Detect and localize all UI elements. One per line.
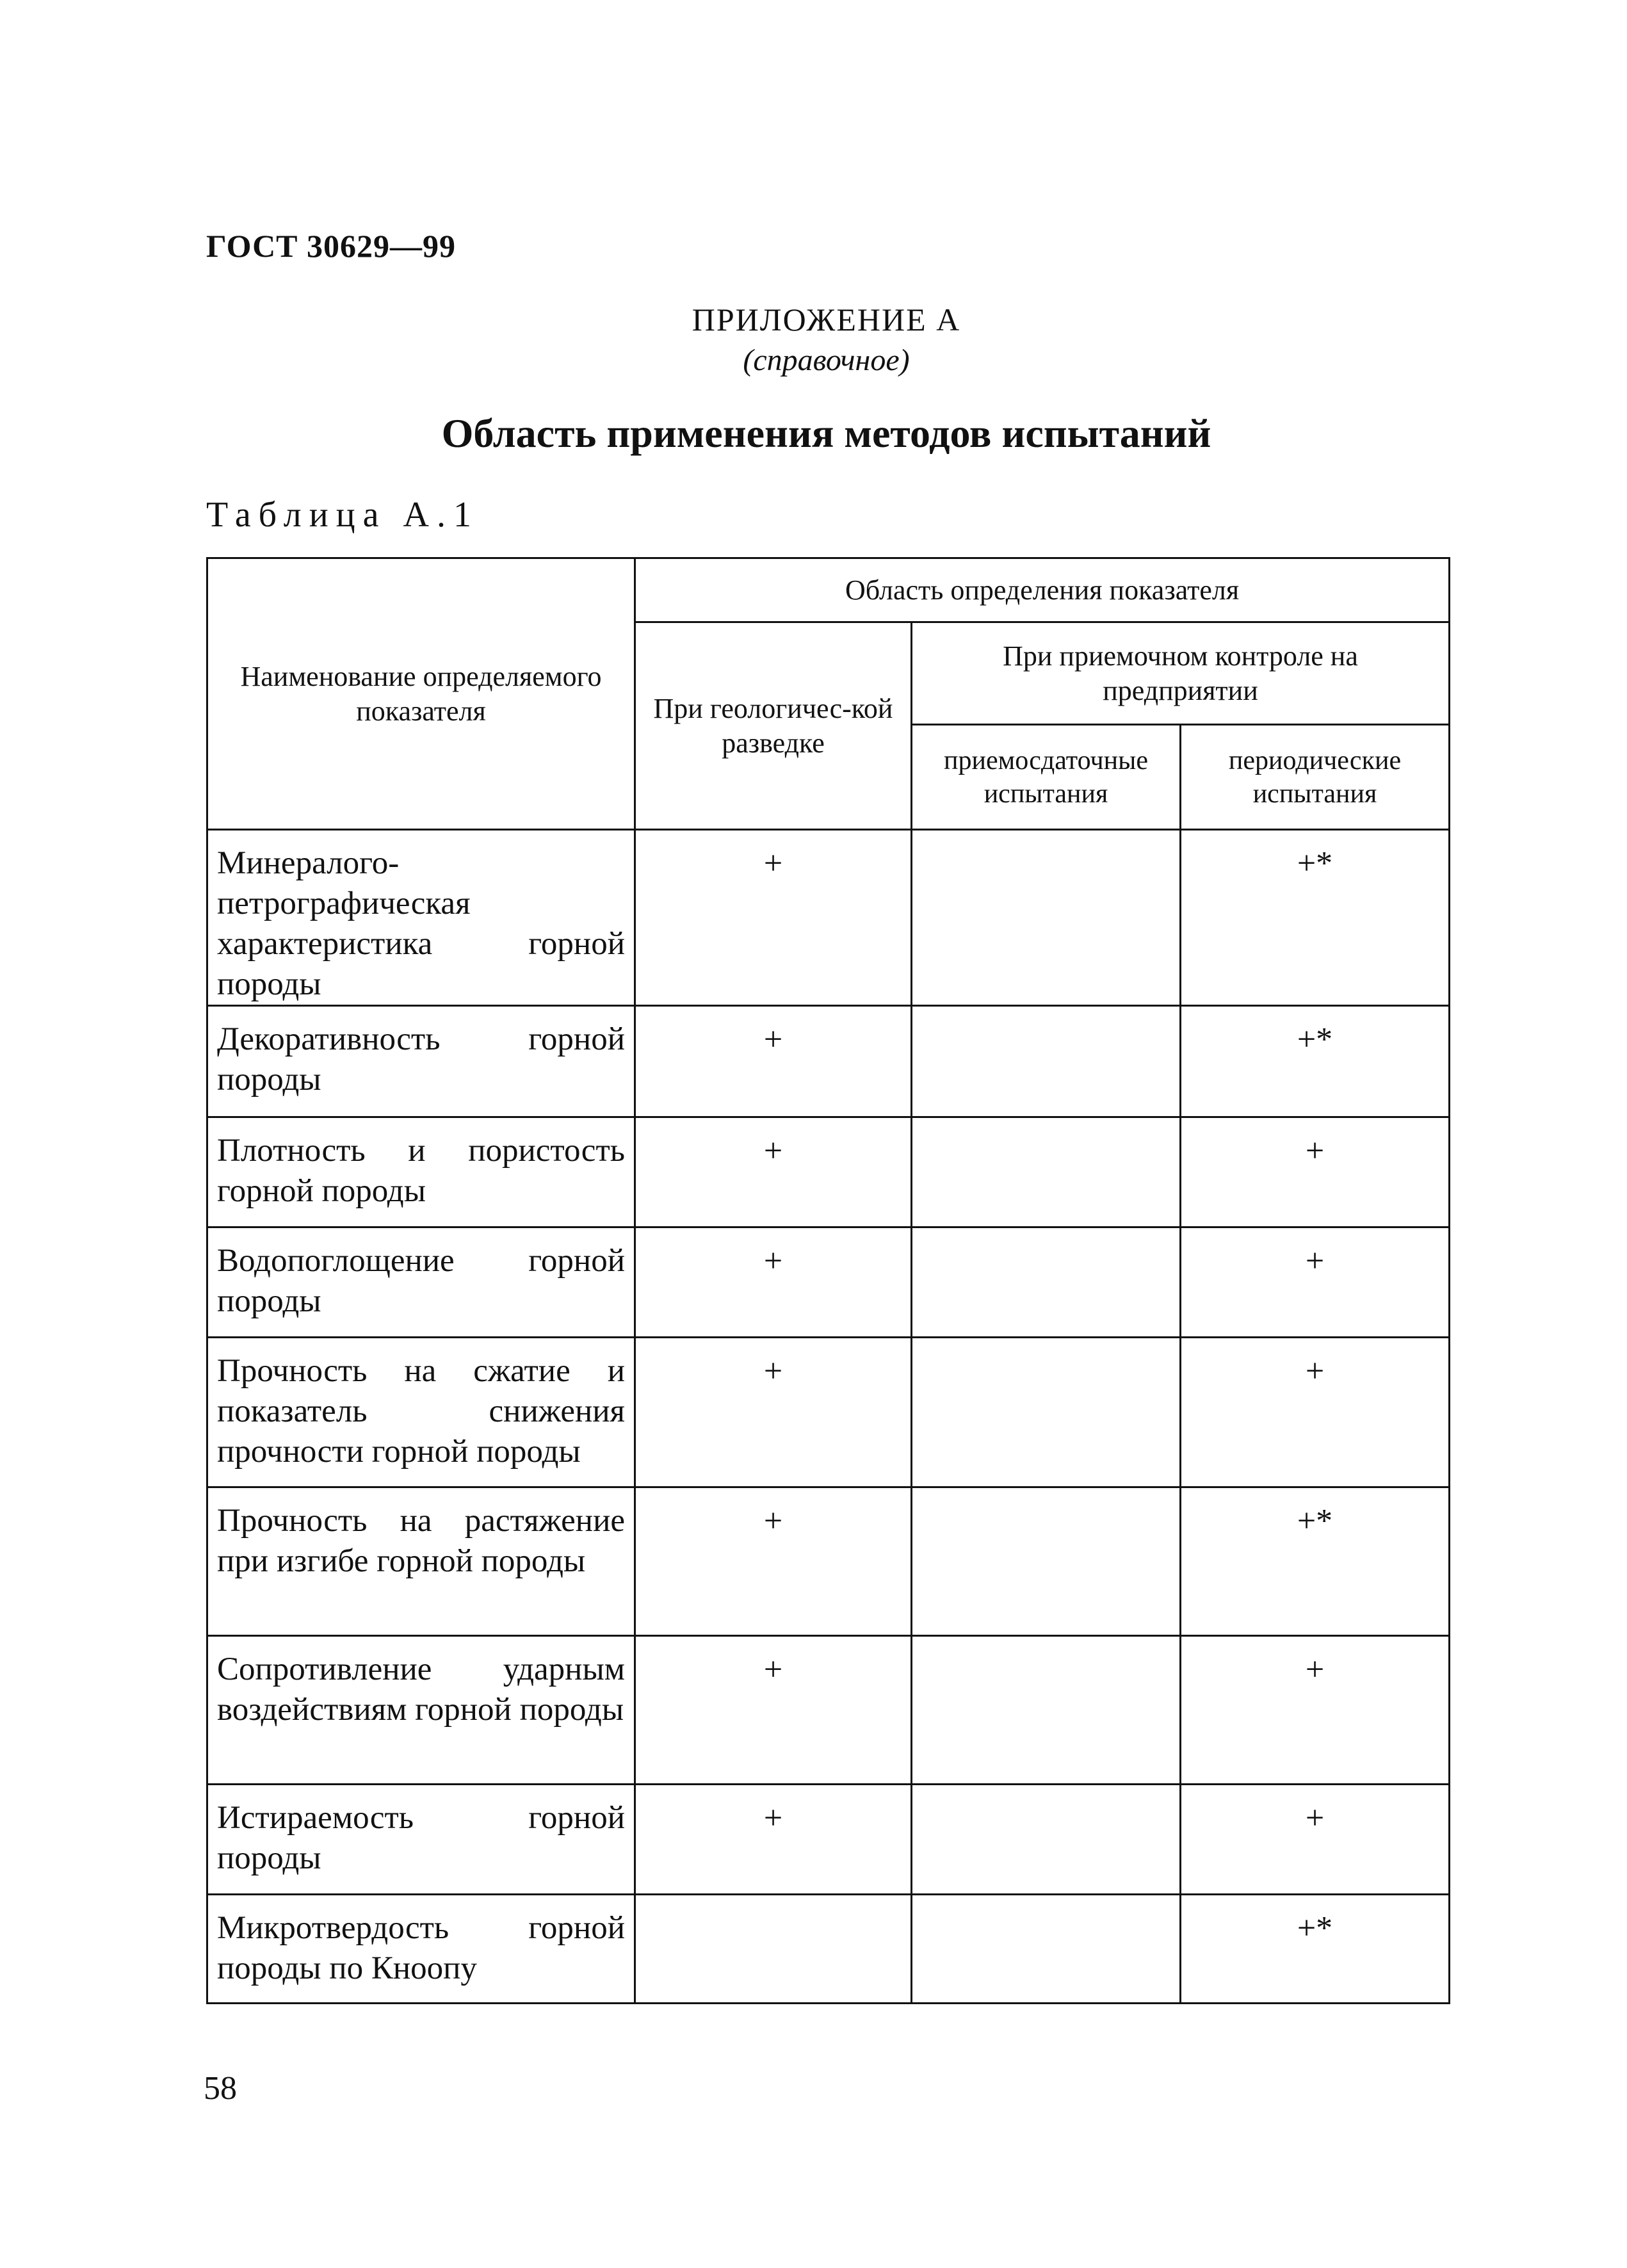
header-indicator-name: Наименование определяемого показателя [207, 558, 635, 830]
geo-mark: + [635, 1487, 912, 1636]
table-row [207, 1785, 1450, 1895]
table-row [207, 1895, 1450, 2004]
periodic-mark: +* [1181, 1006, 1450, 1117]
table-row [207, 1338, 1450, 1487]
acceptance-mark [912, 1785, 1181, 1895]
header-acceptance-tests: приемосдаточные испытания [912, 725, 1181, 830]
table-row [207, 1117, 1450, 1227]
indicator-name: Прочность на растяжение при изгибе горной породы [207, 1487, 635, 1636]
periodic-mark: + [1181, 1227, 1450, 1338]
table-row [207, 830, 1450, 1006]
header-geological: При геологичес-кой разведке [635, 622, 912, 830]
geo-mark: + [635, 1785, 912, 1895]
document-code: ГОСТ 30629—99 [206, 228, 457, 264]
periodic-mark: +* [1181, 830, 1450, 1006]
acceptance-mark [912, 1006, 1181, 1117]
header-acceptance-control: При приемочном контроле на предприятии [912, 622, 1450, 725]
indicator-name: Декоративность горной породы [207, 1006, 635, 1117]
acceptance-mark [912, 1338, 1181, 1487]
geo-mark: + [635, 1338, 912, 1487]
page-title: Область применения методов испытаний [441, 410, 1211, 456]
header-periodic-tests: периодические испытания [1181, 725, 1450, 830]
methods-table [206, 557, 1450, 2004]
geo-mark: + [635, 1636, 912, 1785]
page-number: 58 [204, 2070, 237, 2107]
indicator-name: Водопоглощение горной породы [207, 1227, 635, 1338]
indicator-name: Истираемость горной породы [207, 1785, 635, 1895]
periodic-mark: +* [1181, 1895, 1450, 2004]
acceptance-mark [912, 1117, 1181, 1227]
table-row [207, 1487, 1450, 1636]
table-label: Таблица А.1 [206, 495, 479, 535]
acceptance-mark [912, 1487, 1181, 1636]
geo-mark: + [635, 1227, 912, 1338]
periodic-mark: + [1181, 1785, 1450, 1895]
table-row [207, 1006, 1450, 1117]
geo-mark: + [635, 1006, 912, 1117]
table-row [207, 1227, 1450, 1338]
geo-mark: + [635, 1117, 912, 1227]
periodic-mark: + [1181, 1338, 1450, 1487]
indicator-name: Минералого-петрографическая характеристика горной породы [207, 830, 635, 1006]
appendix-note: (справочное) [743, 343, 910, 377]
periodic-mark: +* [1181, 1487, 1450, 1636]
indicator-name: Микротвердость горной породы по Кноопу [207, 1895, 635, 2004]
geo-mark [635, 1895, 912, 2004]
acceptance-mark [912, 830, 1181, 1006]
acceptance-mark [912, 1895, 1181, 2004]
indicator-name: Прочность на сжатие и показатель снижения прочности горной породы [207, 1338, 635, 1487]
geo-mark: + [635, 830, 912, 1006]
acceptance-mark [912, 1636, 1181, 1785]
periodic-mark: + [1181, 1117, 1450, 1227]
indicator-name: Плотность и пористость горной породы [207, 1117, 635, 1227]
header-scope: Область определения показателя [635, 558, 1450, 622]
periodic-mark: + [1181, 1636, 1450, 1785]
table-row [207, 1636, 1450, 1785]
acceptance-mark [912, 1227, 1181, 1338]
appendix-heading: ПРИЛОЖЕНИЕ А [692, 302, 961, 337]
indicator-name: Сопротивление ударным воздействиям горной породы [207, 1636, 635, 1785]
